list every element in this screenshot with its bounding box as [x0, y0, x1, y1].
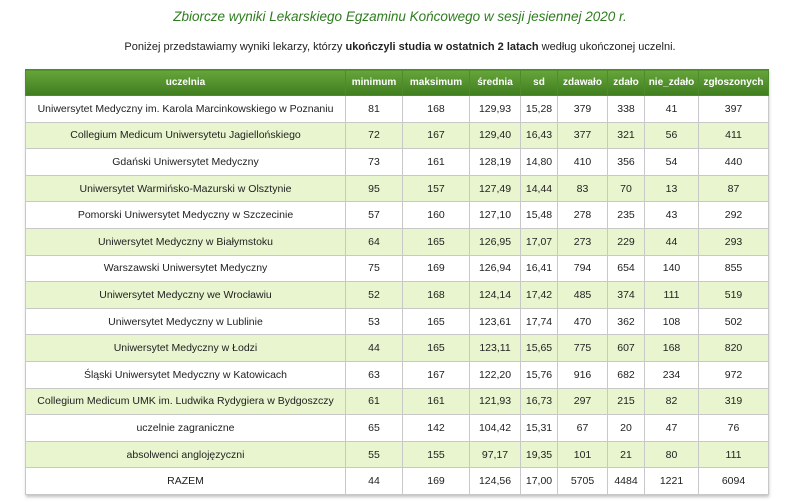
- intro-text-end: według ukończonej uczelni.: [538, 41, 676, 53]
- cell-zdalo: 338: [608, 96, 645, 123]
- table-row: [26, 175, 769, 202]
- cell-uczelnia: Uniwersytet Medyczny w Lublinie: [26, 308, 346, 335]
- results-table: [25, 69, 769, 495]
- cell-minimum: 61: [346, 388, 403, 415]
- cell-sd: 15,48: [521, 202, 558, 229]
- header-srednia: średnia: [470, 70, 521, 96]
- cell-minimum: 53: [346, 308, 403, 335]
- cell-minimum: 81: [346, 96, 403, 123]
- cell-srednia: 123,61: [470, 308, 521, 335]
- cell-zdawalo: 273: [558, 228, 608, 255]
- cell-nie-zdalo: 43: [645, 202, 699, 229]
- cell-uczelnia: Uniwersytet Medyczny w Białymstoku: [26, 228, 346, 255]
- cell-sd: 15,65: [521, 335, 558, 362]
- cell-minimum: 95: [346, 175, 403, 202]
- table-row: [26, 149, 769, 176]
- cell-sd: 17,42: [521, 282, 558, 309]
- table-row: [26, 202, 769, 229]
- cell-zdalo: 682: [608, 361, 645, 388]
- cell-zdalo: 356: [608, 149, 645, 176]
- header-maksimum: maksimum: [403, 70, 470, 96]
- cell-zdalo: 4484: [608, 468, 645, 495]
- cell-sd: 16,41: [521, 255, 558, 282]
- cell-uczelnia: Uniwersytet Medyczny w Łodzi: [26, 335, 346, 362]
- cell-uczelnia: Uniwersytet Medyczny im. Karola Marcinkowskiego w Poznaniu: [26, 96, 346, 123]
- cell-sd: 15,28: [521, 96, 558, 123]
- cell-minimum: 73: [346, 149, 403, 176]
- cell-zgloszonych: 502: [699, 308, 769, 335]
- table-row: [26, 415, 769, 442]
- cell-zdalo: 70: [608, 175, 645, 202]
- table-row: [26, 361, 769, 388]
- table-header-row: [26, 70, 769, 96]
- cell-nie-zdalo: 140: [645, 255, 699, 282]
- cell-zdawalo: 5705: [558, 468, 608, 495]
- cell-zdawalo: 470: [558, 308, 608, 335]
- cell-srednia: 129,40: [470, 122, 521, 149]
- cell-sd: 15,31: [521, 415, 558, 442]
- cell-nie-zdalo: 1221: [645, 468, 699, 495]
- cell-sd: 16,43: [521, 122, 558, 149]
- cell-uczelnia: Śląski Uniwersytet Medyczny w Katowicach: [26, 361, 346, 388]
- cell-uczelnia: Gdański Uniwersytet Medyczny: [26, 149, 346, 176]
- cell-minimum: 44: [346, 468, 403, 495]
- cell-maksimum: 168: [403, 282, 470, 309]
- cell-maksimum: 165: [403, 308, 470, 335]
- cell-zgloszonych: 519: [699, 282, 769, 309]
- cell-nie-zdalo: 13: [645, 175, 699, 202]
- cell-uczelnia: Warszawski Uniwersytet Medyczny: [26, 255, 346, 282]
- header-zdalo: zdało: [608, 70, 645, 96]
- cell-zdawalo: 377: [558, 122, 608, 149]
- cell-nie-zdalo: 80: [645, 441, 699, 468]
- cell-nie-zdalo: 111: [645, 282, 699, 309]
- cell-minimum: 63: [346, 361, 403, 388]
- header-zgloszonych: zgłoszonych: [699, 70, 769, 96]
- cell-srednia: 124,56: [470, 468, 521, 495]
- cell-maksimum: 161: [403, 388, 470, 415]
- header-uczelnia: uczelnia: [26, 70, 346, 96]
- cell-nie-zdalo: 82: [645, 388, 699, 415]
- cell-maksimum: 142: [403, 415, 470, 442]
- cell-zgloszonych: 820: [699, 335, 769, 362]
- cell-zdalo: 607: [608, 335, 645, 362]
- cell-uczelnia: Collegium Medicum Uniwersytetu Jagiellońskiego: [26, 122, 346, 149]
- table-row: [26, 388, 769, 415]
- cell-zgloszonych: 440: [699, 149, 769, 176]
- cell-minimum: 75: [346, 255, 403, 282]
- cell-srednia: 123,11: [470, 335, 521, 362]
- cell-nie-zdalo: 47: [645, 415, 699, 442]
- cell-zdawalo: 379: [558, 96, 608, 123]
- cell-minimum: 57: [346, 202, 403, 229]
- cell-srednia: 129,93: [470, 96, 521, 123]
- cell-zdawalo: 485: [558, 282, 608, 309]
- cell-zdalo: 229: [608, 228, 645, 255]
- cell-nie-zdalo: 168: [645, 335, 699, 362]
- table-row: [26, 308, 769, 335]
- cell-minimum: 65: [346, 415, 403, 442]
- cell-sd: 19,35: [521, 441, 558, 468]
- cell-maksimum: 168: [403, 96, 470, 123]
- cell-srednia: 128,19: [470, 149, 521, 176]
- cell-maksimum: 167: [403, 122, 470, 149]
- cell-zgloszonych: 411: [699, 122, 769, 149]
- cell-maksimum: 157: [403, 175, 470, 202]
- cell-zdalo: 321: [608, 122, 645, 149]
- cell-uczelnia: absolwenci anglojęzyczni: [26, 441, 346, 468]
- cell-sd: 16,73: [521, 388, 558, 415]
- table-row: [26, 228, 769, 255]
- cell-zgloszonych: 397: [699, 96, 769, 123]
- cell-srednia: 97,17: [470, 441, 521, 468]
- header-minimum: minimum: [346, 70, 403, 96]
- cell-zdawalo: 101: [558, 441, 608, 468]
- cell-zgloszonych: 76: [699, 415, 769, 442]
- cell-srednia: 126,94: [470, 255, 521, 282]
- cell-zdalo: 654: [608, 255, 645, 282]
- cell-zdawalo: 83: [558, 175, 608, 202]
- header-sd: sd: [521, 70, 558, 96]
- intro-text: [0, 41, 800, 53]
- cell-zdawalo: 278: [558, 202, 608, 229]
- cell-minimum: 72: [346, 122, 403, 149]
- cell-sd: 17,74: [521, 308, 558, 335]
- cell-zdawalo: 794: [558, 255, 608, 282]
- table-row: [26, 441, 769, 468]
- cell-zdawalo: 916: [558, 361, 608, 388]
- cell-minimum: 52: [346, 282, 403, 309]
- cell-srednia: 104,42: [470, 415, 521, 442]
- cell-zgloszonych: 111: [699, 441, 769, 468]
- cell-zdalo: 21: [608, 441, 645, 468]
- cell-srednia: 122,20: [470, 361, 521, 388]
- cell-srednia: 127,49: [470, 175, 521, 202]
- cell-uczelnia: uczelnie zagraniczne: [26, 415, 346, 442]
- intro-text-start: Poniżej przedstawiamy wyniki lekarzy, którzy: [124, 41, 346, 53]
- cell-nie-zdalo: 54: [645, 149, 699, 176]
- cell-sd: 14,80: [521, 149, 558, 176]
- results-table-container: [25, 69, 768, 495]
- cell-zgloszonych: 972: [699, 361, 769, 388]
- cell-maksimum: 165: [403, 228, 470, 255]
- cell-maksimum: 169: [403, 255, 470, 282]
- cell-zgloszonych: 293: [699, 228, 769, 255]
- cell-uczelnia: Uniwersytet Warmińsko-Mazurski w Olsztynie: [26, 175, 346, 202]
- table-row: [26, 335, 769, 362]
- header-nie-zdalo: nie_zdało: [645, 70, 699, 96]
- table-row-total: [26, 468, 769, 495]
- table-row: [26, 122, 769, 149]
- cell-zdawalo: 297: [558, 388, 608, 415]
- cell-uczelnia: Pomorski Uniwersytet Medyczny w Szczecinie: [26, 202, 346, 229]
- cell-srednia: 127,10: [470, 202, 521, 229]
- cell-zgloszonych: 855: [699, 255, 769, 282]
- table-body: [26, 96, 769, 495]
- table-row: [26, 96, 769, 123]
- cell-nie-zdalo: 44: [645, 228, 699, 255]
- cell-zdalo: 235: [608, 202, 645, 229]
- page-title: Zbiorcze wyniki Lekarskiego Egzaminu Końcowego w sesji jesiennej 2020 r.: [173, 9, 627, 24]
- cell-srednia: 126,95: [470, 228, 521, 255]
- cell-maksimum: 165: [403, 335, 470, 362]
- cell-zgloszonych: 6094: [699, 468, 769, 495]
- table-row: [26, 255, 769, 282]
- cell-uczelnia: RAZEM: [26, 468, 346, 495]
- cell-maksimum: 161: [403, 149, 470, 176]
- cell-nie-zdalo: 108: [645, 308, 699, 335]
- cell-minimum: 55: [346, 441, 403, 468]
- cell-zdalo: 20: [608, 415, 645, 442]
- cell-zgloszonych: 292: [699, 202, 769, 229]
- cell-zdalo: 374: [608, 282, 645, 309]
- cell-zdalo: 362: [608, 308, 645, 335]
- cell-nie-zdalo: 56: [645, 122, 699, 149]
- cell-sd: 17,07: [521, 228, 558, 255]
- cell-zdawalo: 410: [558, 149, 608, 176]
- cell-sd: 15,76: [521, 361, 558, 388]
- cell-srednia: 121,93: [470, 388, 521, 415]
- cell-maksimum: 169: [403, 468, 470, 495]
- cell-minimum: 44: [346, 335, 403, 362]
- cell-maksimum: 167: [403, 361, 470, 388]
- cell-zgloszonych: 319: [699, 388, 769, 415]
- cell-srednia: 124,14: [470, 282, 521, 309]
- cell-uczelnia: Uniwersytet Medyczny we Wrocławiu: [26, 282, 346, 309]
- intro-text-bold: ukończyli studia w ostatnich 2 latach: [345, 41, 539, 53]
- cell-zdawalo: 775: [558, 335, 608, 362]
- cell-minimum: 64: [346, 228, 403, 255]
- table-row: [26, 282, 769, 309]
- cell-zdawalo: 67: [558, 415, 608, 442]
- cell-nie-zdalo: 234: [645, 361, 699, 388]
- cell-maksimum: 155: [403, 441, 470, 468]
- cell-zdalo: 215: [608, 388, 645, 415]
- header-zdawalo: zdawało: [558, 70, 608, 96]
- cell-maksimum: 160: [403, 202, 470, 229]
- cell-zgloszonych: 87: [699, 175, 769, 202]
- cell-sd: 17,00: [521, 468, 558, 495]
- cell-sd: 14,44: [521, 175, 558, 202]
- cell-nie-zdalo: 41: [645, 96, 699, 123]
- cell-uczelnia: Collegium Medicum UMK im. Ludwika Rydygiera w Bydgoszczy: [26, 388, 346, 415]
